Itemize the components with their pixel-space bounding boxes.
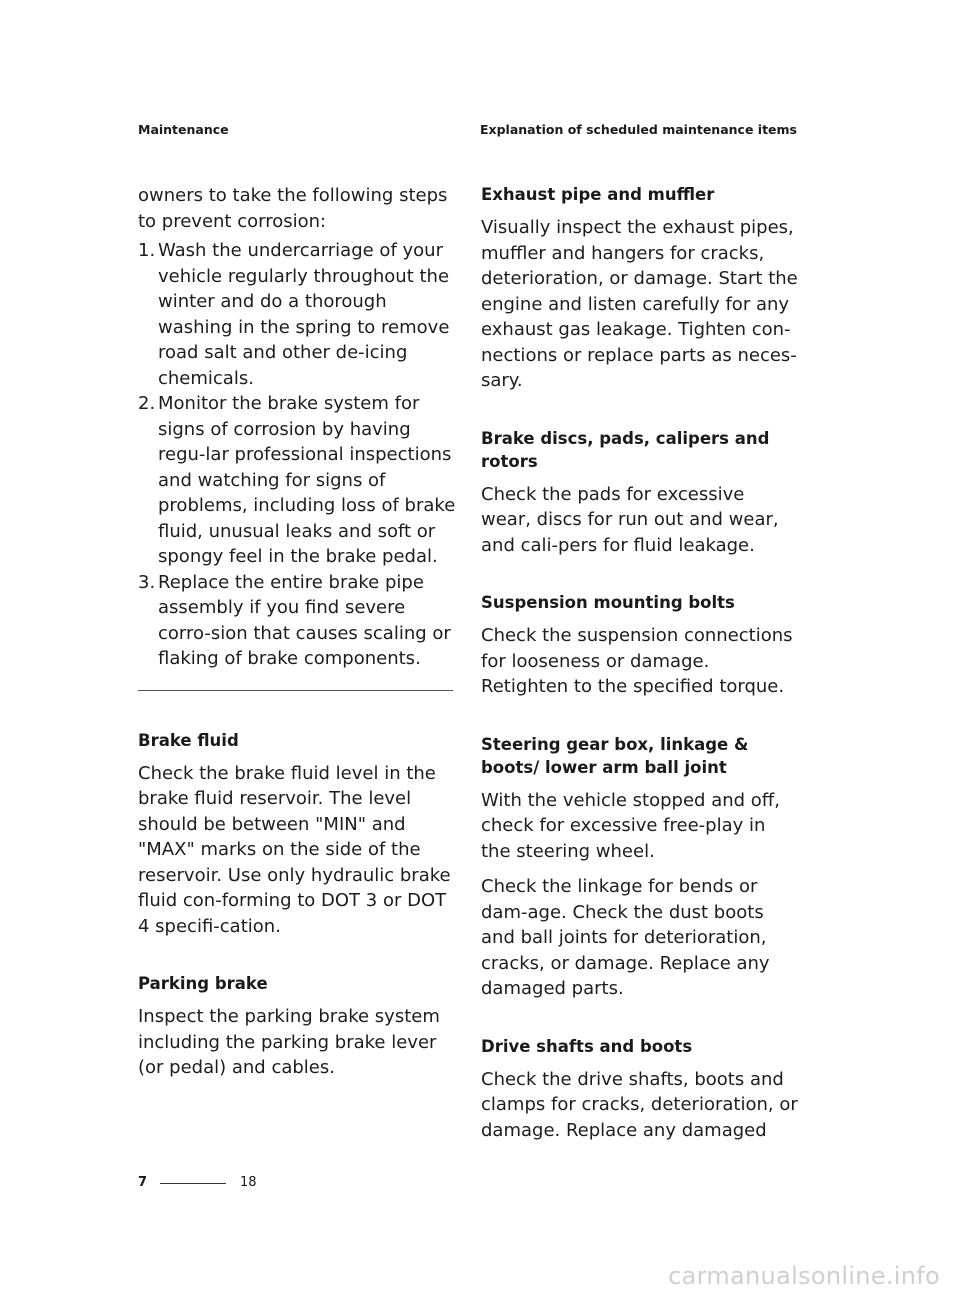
section-heading: Steering gear box, linkage & boots/ lower arm ball joint (481, 734, 749, 777)
watermark-text: carmanualsonline.info (668, 1262, 940, 1290)
section-divider (138, 690, 453, 691)
section-paragraph: Check the drive shafts, boots and clamps for cracks, deterioration, or damage. Replace any damaged (481, 1068, 798, 1141)
section-heading: Exhaust pipe and muffler (481, 185, 715, 204)
section-exhaust-pipe (481, 183, 799, 394)
section-drive-shafts (481, 1035, 799, 1144)
intro-text: owners to take the following steps to prevent corrosion: (138, 185, 448, 232)
corrosion-steps-list (138, 238, 456, 672)
list-item: 3. Replace the entire brake pipe assembly if you find severe corro-sion that causes scaling or flaking of brake components. (138, 571, 451, 669)
section-paragraph: Check the linkage for bends or dam-age. Check the dust boots and ball joints for deterioration, cracks, or damage. Replace any damaged parts. (481, 876, 770, 999)
section-parking-brake (138, 972, 456, 1081)
running-header-right: Explanation of scheduled maintenance items (480, 122, 797, 137)
section-paragraph: Inspect the parking brake system including the parking brake lever (or pedal) and cables. (138, 1006, 440, 1078)
page-number: 18 (240, 1175, 257, 1190)
section-suspension-bolts (481, 591, 799, 700)
section-paragraph: Check the suspension connections for looseness or damage. Retighten to the specified torque. (481, 625, 793, 697)
section-heading: Drive shafts and boots (481, 1036, 693, 1056)
list-item: 2. Monitor the brake system for signs of corrosion by having regu-lar professional inspections and watching for signs of problems, including loss of brake fluid, unusual leaks and soft or spongy feel in the brake pedal. (138, 393, 456, 567)
chapter-number: 7 (138, 1175, 148, 1190)
section-heading: Parking brake (138, 974, 268, 993)
right-column (481, 183, 799, 1143)
section-steering-gear (481, 733, 799, 1002)
section-paragraph: Check the brake fluid level in the brake fluid reservoir. The level should be between "MIN" and "MAX" marks on the side of the reservoir. Use only hydraulic brake fluid con-forming to DOT 3 or DOT 4 specifi-cation. (138, 762, 451, 937)
section-heading: Brake discs, pads, calipers and rotors (481, 428, 770, 471)
section-paragraph: Check the pads for excessive wear, discs for run out and wear, and cali-pers for fluid leakage. (481, 483, 779, 556)
section-paragraph: With the vehicle stopped and off, check for excessive free-play in the steering wheel. (481, 789, 780, 862)
list-item: 1. Wash the undercarriage of your vehicle regularly throughout the winter and do a thorough washing in the spring to remove road salt and other de-icing chemicals. (138, 240, 450, 389)
left-column (138, 183, 456, 1081)
running-header-left: Maintenance (138, 122, 229, 137)
section-paragraph: Visually inspect the exhaust pipes, muffler and hangers for cracks, deterioration, or damage. Start the engine and listen carefully for any exhaust gas leakage. Tighten con-nections or replace parts as neces-sary. (481, 217, 798, 391)
section-heading: Brake fluid (138, 730, 239, 750)
section-brake-fluid (138, 729, 456, 940)
section-heading: Suspension mounting bolts (481, 593, 735, 612)
footer-divider (160, 1183, 226, 1184)
section-brake-discs (481, 427, 799, 559)
